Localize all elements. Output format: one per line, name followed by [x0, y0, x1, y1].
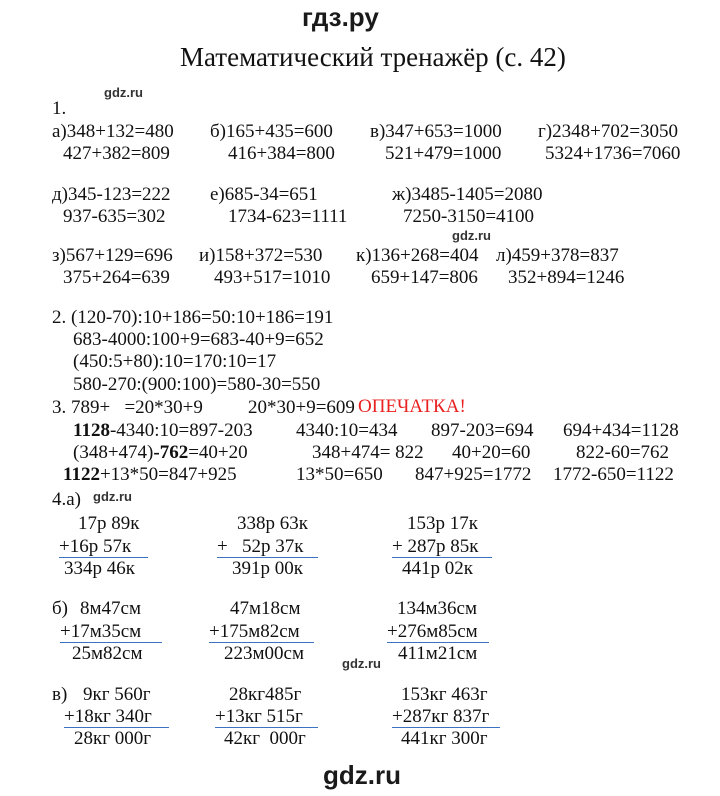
- equation: 683-4000:100+9=683-40+9=652: [73, 329, 324, 350]
- column-addend: +16р 57к: [59, 536, 132, 557]
- column-result: 42кг 000г: [224, 728, 306, 749]
- equation: 847+925=1772: [415, 464, 532, 485]
- column-top: 134м36см: [397, 598, 477, 619]
- equation: 937-635=302: [63, 206, 166, 227]
- equation: 352+894=1246: [508, 267, 625, 288]
- equation: д)345-123=222: [52, 184, 171, 205]
- column-result: 334р 46к: [64, 558, 135, 579]
- column-top: 17р 89к: [78, 513, 140, 534]
- task-label: 1.: [52, 98, 67, 119]
- equation: 3. 789+ =20*30+9: [52, 397, 203, 418]
- watermark: gdz.ru: [104, 85, 143, 100]
- equation: 40+20=60: [452, 442, 531, 463]
- task-label: 4.а): [52, 489, 82, 510]
- watermark: gdz.ru: [342, 656, 381, 671]
- column-top: 153кг 463г: [401, 684, 488, 705]
- equation: 20*30+9=609: [248, 397, 355, 418]
- equation-pre: (348+474): [73, 442, 154, 463]
- equation: в)347+653=1000: [370, 121, 502, 142]
- equation: и)158+372=530: [199, 245, 323, 266]
- bold-number: 1128: [73, 420, 110, 441]
- typo-note: ОПЕЧАТКА!: [358, 396, 466, 417]
- column-top: 9кг 560г: [83, 684, 151, 705]
- footer-link[interactable]: gdz.ru: [323, 760, 401, 790]
- column-addend: + 52р 37к: [217, 536, 304, 557]
- equation: 493+517=1010: [214, 267, 331, 288]
- column-addend: +287кг 837г: [392, 706, 490, 727]
- column-result: 441р 02к: [402, 558, 473, 579]
- equation: 7250-3150=4100: [403, 206, 535, 227]
- column-addend: +13кг 515г: [215, 706, 303, 727]
- equation-rest: +13*50=847+925: [99, 464, 237, 485]
- equation: 427+382=809: [63, 143, 170, 164]
- column-result: 411м21см: [398, 643, 478, 664]
- equation: 521+479=1000: [385, 143, 502, 164]
- page-title: Математический тренажёр (с. 42): [180, 42, 566, 72]
- equation: 659+147=806: [371, 267, 478, 288]
- column-result: 25м82см: [72, 643, 143, 664]
- column-result: 223м00см: [224, 643, 304, 664]
- column-result: 391р 00к: [232, 558, 303, 579]
- equation: к)136+268=404: [356, 245, 479, 266]
- equation: а)348+132=480: [52, 121, 174, 142]
- equation: [73, 443, 248, 462]
- equation: з)567+129=696: [52, 245, 173, 266]
- column-top: 8м47см: [80, 598, 141, 619]
- equation: 694+434=1128: [563, 420, 679, 441]
- equation: б)165+435=600: [210, 121, 333, 142]
- equation: 1772-650=1122: [553, 464, 674, 485]
- bold-number: 1122: [63, 464, 100, 485]
- column-top: 338р 63к: [237, 513, 308, 534]
- column-addend: +276м85см: [387, 621, 478, 642]
- equation: 897-203=694: [431, 420, 534, 441]
- task-label: б): [52, 598, 68, 619]
- equation: 1734-623=1111: [228, 206, 348, 227]
- column-addend: +175м82см: [209, 621, 300, 642]
- column-addend: +17м35см: [60, 621, 142, 642]
- equation: 13*50=650: [296, 464, 383, 485]
- equation: (450:5+80):10=170:10=17: [73, 351, 277, 372]
- bold-number: -762: [153, 442, 189, 463]
- equation: е)685-34=651: [210, 184, 318, 205]
- column-result: 28кг 000г: [74, 728, 152, 749]
- column-top: 28кг485г: [229, 684, 302, 705]
- equation: г)2348+702=3050: [538, 121, 679, 142]
- equation: 2. (120-70):10+186=50:10+186=191: [52, 307, 334, 328]
- equation: [63, 465, 237, 484]
- task-label: в): [52, 684, 68, 705]
- equation: [73, 421, 253, 440]
- equation: 416+384=800: [228, 143, 335, 164]
- equation: 348+474= 822: [312, 442, 424, 463]
- equation: 5324+1736=7060: [545, 143, 681, 164]
- column-addend: +18кг 340г: [64, 706, 152, 727]
- equation: ж)3485-1405=2080: [392, 184, 543, 205]
- equation: л)459+378=837: [496, 245, 619, 266]
- column-top: 153р 17к: [407, 513, 478, 534]
- equation: 375+264=639: [63, 267, 170, 288]
- site-header[interactable]: гдз.ру: [302, 2, 379, 32]
- equation: 580-270:(900:100)=580-30=550: [73, 374, 321, 395]
- equation-rest: -4340:10=897-203: [109, 420, 253, 441]
- equation: 822-60=762: [576, 442, 670, 463]
- watermark: gdz.ru: [93, 489, 132, 504]
- equation-rest: =40+20: [188, 442, 248, 463]
- column-top: 47м18см: [230, 598, 301, 619]
- column-addend: + 287р 85к: [392, 536, 479, 557]
- column-result: 441кг 300г: [401, 728, 488, 749]
- watermark: gdz.ru: [452, 228, 491, 243]
- equation: 4340:10=434: [296, 420, 398, 441]
